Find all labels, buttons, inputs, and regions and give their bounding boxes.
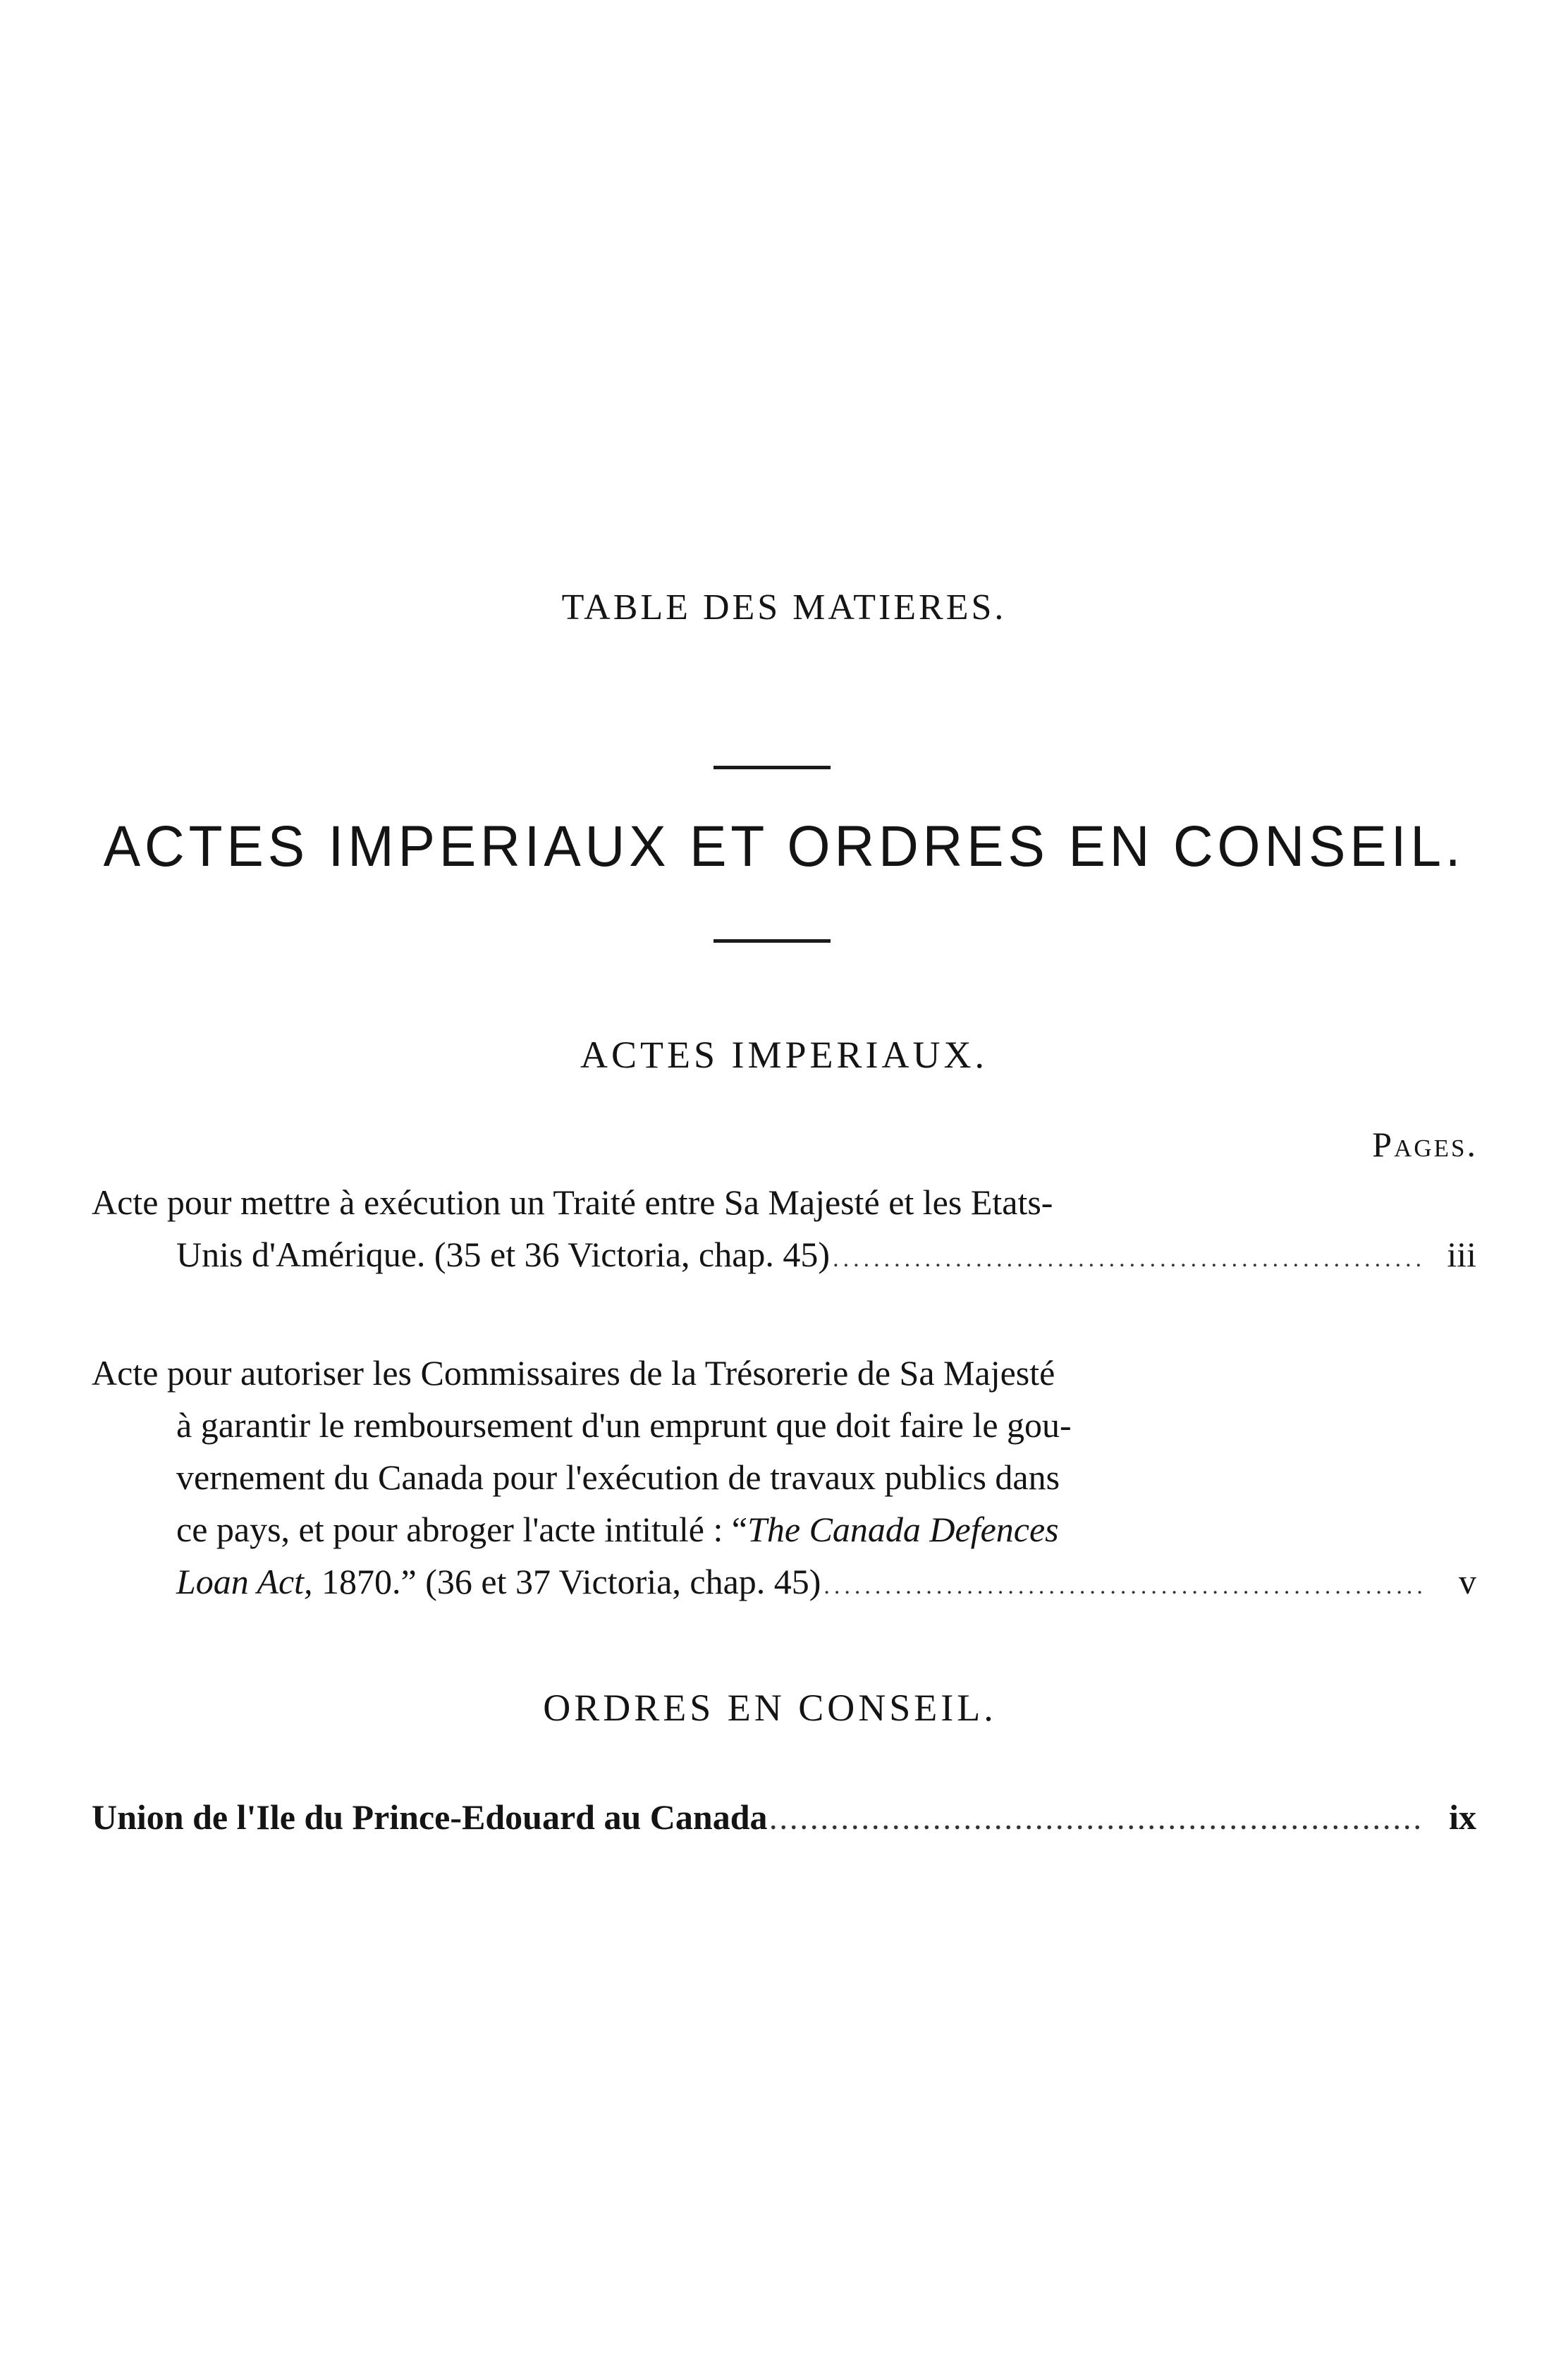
- main-heading: ACTES IMPERIAUX ET ORDRES EN CONSEIL.: [103, 814, 1465, 879]
- toc-entry-text: ce pays, et pour abroger l'acte intitulé : “: [176, 1510, 748, 1549]
- divider-rule-bottom: [713, 939, 831, 943]
- section-heading-ordres-en-conseil: ORDRES EN CONSEIL.: [543, 1687, 997, 1729]
- toc-entry-last-line: [92, 1555, 1476, 1613]
- pages-column-label: Pages.: [1372, 1125, 1478, 1164]
- toc-entry: [92, 1791, 1476, 1848]
- toc-title: TABLE DES MATIERES.: [561, 587, 1007, 628]
- dot-leader: [771, 1796, 1421, 1848]
- toc-entry-text: Acte pour mettre à exécution un Traité entre Sa Majesté et les Etats-: [92, 1182, 1053, 1222]
- toc-entry-text: à garantir le remboursement d'un emprunt que doit faire le gou-: [176, 1405, 1072, 1445]
- toc-entry: [92, 1176, 1476, 1285]
- dot-leader: [823, 1560, 1421, 1613]
- toc-entry-last-line: [92, 1228, 1476, 1285]
- page-number: ix: [1449, 1797, 1476, 1837]
- act-title-italic: Loan Act,: [176, 1562, 313, 1601]
- divider-rule-top: [713, 766, 831, 769]
- toc-entry-text: vernement du Canada pour l'exécution de travaux publics dans: [176, 1457, 1060, 1497]
- toc-entry-text: Acte pour autoriser les Commissaires de la Trésorerie de Sa Majesté: [92, 1353, 1055, 1393]
- toc-entry-text: Union de l'Ile du Prince-Edouard au Canada: [92, 1797, 768, 1837]
- page-number: iii: [1447, 1235, 1476, 1274]
- toc-entry-last-line: [92, 1791, 1476, 1848]
- toc-entry: [92, 1347, 1476, 1613]
- toc-entry-text: Unis d'Amérique. (35 et 36 Victoria, chap. 45): [176, 1235, 831, 1274]
- page-number: v: [1459, 1562, 1476, 1601]
- toc-entry-text-wrap: [176, 1555, 821, 1608]
- toc-entry-text: 1870.” (36 et 37 Victoria, chap. 45): [312, 1562, 821, 1601]
- section-heading-actes-imperiaux: ACTES IMPERIAUX.: [580, 1034, 988, 1076]
- toc-entry-line: [92, 1503, 1476, 1555]
- act-title-italic: The Canada Defences: [747, 1510, 1059, 1549]
- dot-leader: [833, 1233, 1421, 1285]
